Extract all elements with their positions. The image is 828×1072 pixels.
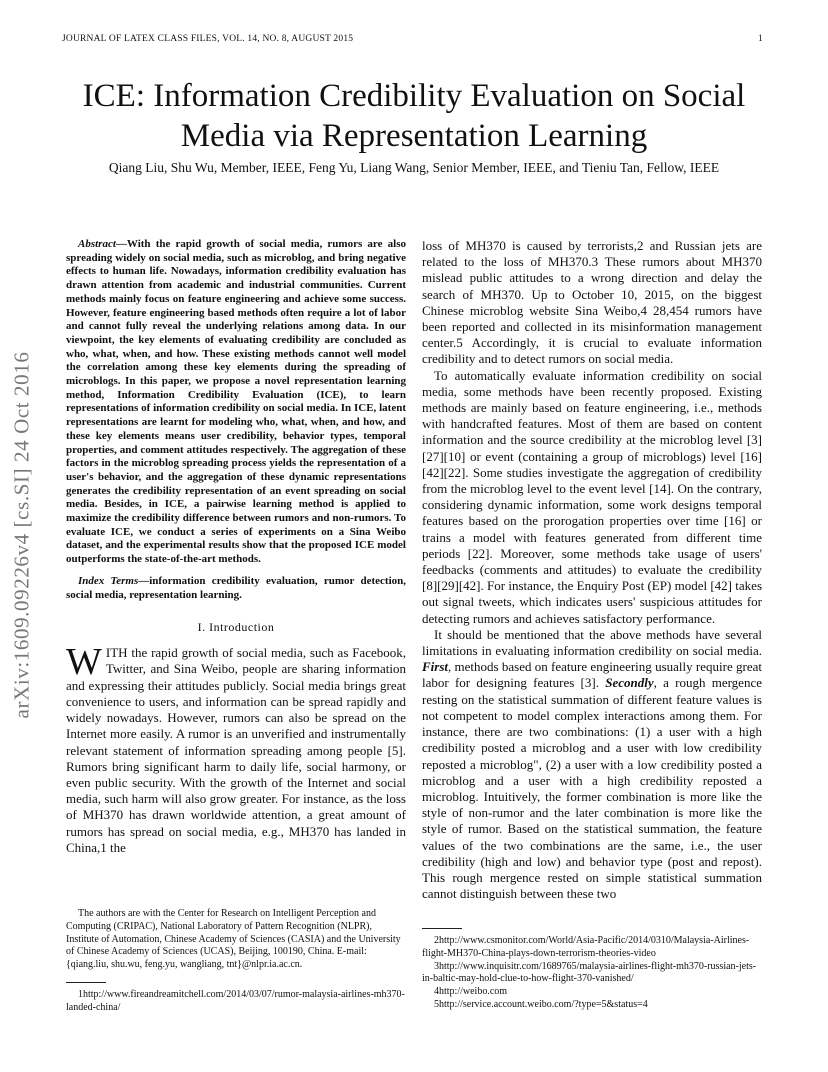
author-list: Qiang Liu, Shu Wu, Member, IEEE, Feng Yu, Liang Wang, Senior Member, IEEE, and Tieniu Tan, Fellow, IEEE [108,160,720,175]
paragraph-2: To automatically evaluate information credibility on social media, some methods have been recently proposed. Existing methods are mainly based on feature engineering, i.e., methods with handcrafted features. Most of them are based on content information and the source credibility at the microblog level [3][27][10] or event (containing a group of microblogs) level [16][42][22]. Some studies investigate the aggregation of credibility from the microblog level to the event level [14]. On the contrary, considering dynamic information, some work designs temporal features based on the prorogation properties over time [16] or trains a model with features generated from different time periods [22]. Moreover, some methods take usage of users' feedbacks (comments and attitudes) to evaluate the credibility [8][29][42]. For instance, the Enquiry Post (EP) model [42] takes out signal tweets, which indicates users' suspicious attitudes for detecting rumors and achieves satisfactory performance. [422,367,762,626]
footnote-5[interactable]: 5http://service.account.weibo.com/?type=5&status=4 [434,998,648,1010]
drop-cap: W [66,641,102,684]
section-heading: I. Introduction [197,620,275,635]
affiliation-text: The authors are with the Center for Research on Intelligent Perception and Computing (CRIPAC), National Laboratory of Pattern Recognition (NLPR), Institute of Automation, Chinese Academy of Sciences (CASIA) and the University of Chinese Academy of Sciences (UCAS), Beijing, 100190, China. E-mail: {qiang.liu, shu.wu, feng.yu, wangliang, tnt}@nlpr.ia.ac.cn. [66,908,401,971]
index-terms-label: Index Terms [78,574,139,587]
index-terms-text: —information credibility evaluation, rumor detection, social media, representation learning. [66,574,406,601]
paper-title: ICE: Information Credibility Evaluation on Social Media via Representation Learning [82,78,746,154]
footnote-rule [66,982,106,983]
footnote-rule [422,928,462,929]
arxiv-sidebar [2,310,42,760]
arxiv-id[interactable]: arXiv:1609.09226v4 [cs.SI] 24 Oct 2016 [9,351,34,719]
first-emphasis: First [422,659,449,675]
footnote-2[interactable]: 2http://www.csmonitor.com/World/Asia-Pacific/2014/0310/Malaysia-Airlines-flight-MH370-China-plays-down-terrorism-theories-video [422,935,750,959]
paragraph-3-a: It should be mentioned that the above methods have several limitations in evaluating information credibility on social media. [422,626,762,659]
left-column [66,238,406,856]
page-number: 1 [758,34,763,44]
footnote-3[interactable]: 3http://www.inquisitr.com/1689765/malaysia-airlines-flight-mh370-russian-jets-in-baltic-may-hold-clue-to-how-flight-370-vanished/ [422,960,757,985]
footnote-4[interactable]: 4http://weibo.com [434,986,508,998]
paragraph-3 [422,627,762,902]
intro-text: ITH the rapid growth of social media, such as Facebook, Twitter, and Sina Weibo, people are sharing information and expressing their attitudes publicly. Social media brings great convenience to users, and information can be spread rapidly and widely nowadays. However, rumors can also be spread on the Internet more easily. A rumor is an unverified and instrumentally relevant statement of information spreading among people [5]. Rumors bring significant harm to daily life, social harmony, or even public security. With the growth of the Internet and social media, such harm will also grow greater. For instance, as the loss of MH370 has drawn worldwide attention, a great amount of rumors has spread on social media, e.g., MH370 has landed in China,1 the [66,645,406,855]
right-column [422,238,762,902]
second-emphasis: Secondly [605,675,654,691]
right-footnotes [422,928,762,1012]
index-terms [66,575,406,602]
running-header: JOURNAL OF LATEX CLASS FILES, VOL. 14, NO. 8, AUGUST 2015 [62,34,354,44]
abstract-text: —With the rapid growth of social media, rumors are also spreading widely on social media, such as microblog, and bring negative effects to human life. Nowadays, information credibility evaluation has drawn attention from academic and industrial communities. Current methods mainly focus on feature engineering and achieve some success. However, feature engineering based methods often require a lot of labor and cannot fully reveal the underlying relations among data. In our viewpoint, the key elements of evaluating credibility are concluded as who, what, when, and how. These existing methods cannot well model the correlation among these key elements during the spreading of microblogs. In this paper, we propose a novel representation learning method, Information Credibility Evaluation (ICE), to learn representations of information credibility on social media. In ICE, latent representations are learnt for modeling who, what, when, and how, and these key elements means user credibility, behavior types, temporal properties, and comment attitudes respectively. The aggregation of these factors in the microblog spreading process yields the representation of a user's behavior, and the aggregation of these dynamic representations generates the credibility representation of an event spreading on social media. Besides, in ICE, a pairwise learning method is applied to maximize the credibility difference between rumors and non-rumors. To evaluate ICE, we conduct a series of experiments on a Sina Weibo dataset, and the experimental results show that the proposed ICE model outperforms the state-of-the-art methods. [66,238,406,566]
paragraph-3-c: , a rough mergence resting on the statistical summation of different feature values is not competent to model complex interactions among them. For instance, there are two combinations: (1) a user with a high credibility posted a microblog and a user with low credibility reposted a microblog", (2) a user with a low credibility posted a microblog and a user with a high credibility reposted a microblog. Intuitively, the former combination is more like the style of non-rumor and the later combination is more like the style of rumor. Based on the statistical summation, the feature values of the two combinations are the same, i.e., the user credibility (high and low) and behavior type (post and repost). This rough mergence rested on simple statistical summation cannot distinguish between these two [422,675,762,902]
paragraph-3-b: , methods based on feature engineering usually require great labor for designing features [3]. [422,659,762,691]
footnote-1[interactable]: 1http://www.fireandreamitchell.com/2014/03/07/rumor-malaysia-airlines-mh370-landed-china/ [66,988,405,1013]
paragraph-1: loss of MH370 is caused by terrorists,2 and Russian jets are related to the loss of MH370.3 These rumors about MH370 mislead public attitudes to a wrong direction and delay the search of MH370. Up to October 10, 2015, on the biggest Chinese microblog website Sina Weibo,4 28,454 rumors have been reported and collected in its misinformation management center.5 Accordingly, it is crucial to evaluate information credibility and to detect rumors on social media. [422,238,762,367]
abstract [66,238,406,567]
affiliation-note [66,908,406,1015]
intro-paragraph [66,641,406,856]
abstract-label: Abstract [78,238,116,250]
